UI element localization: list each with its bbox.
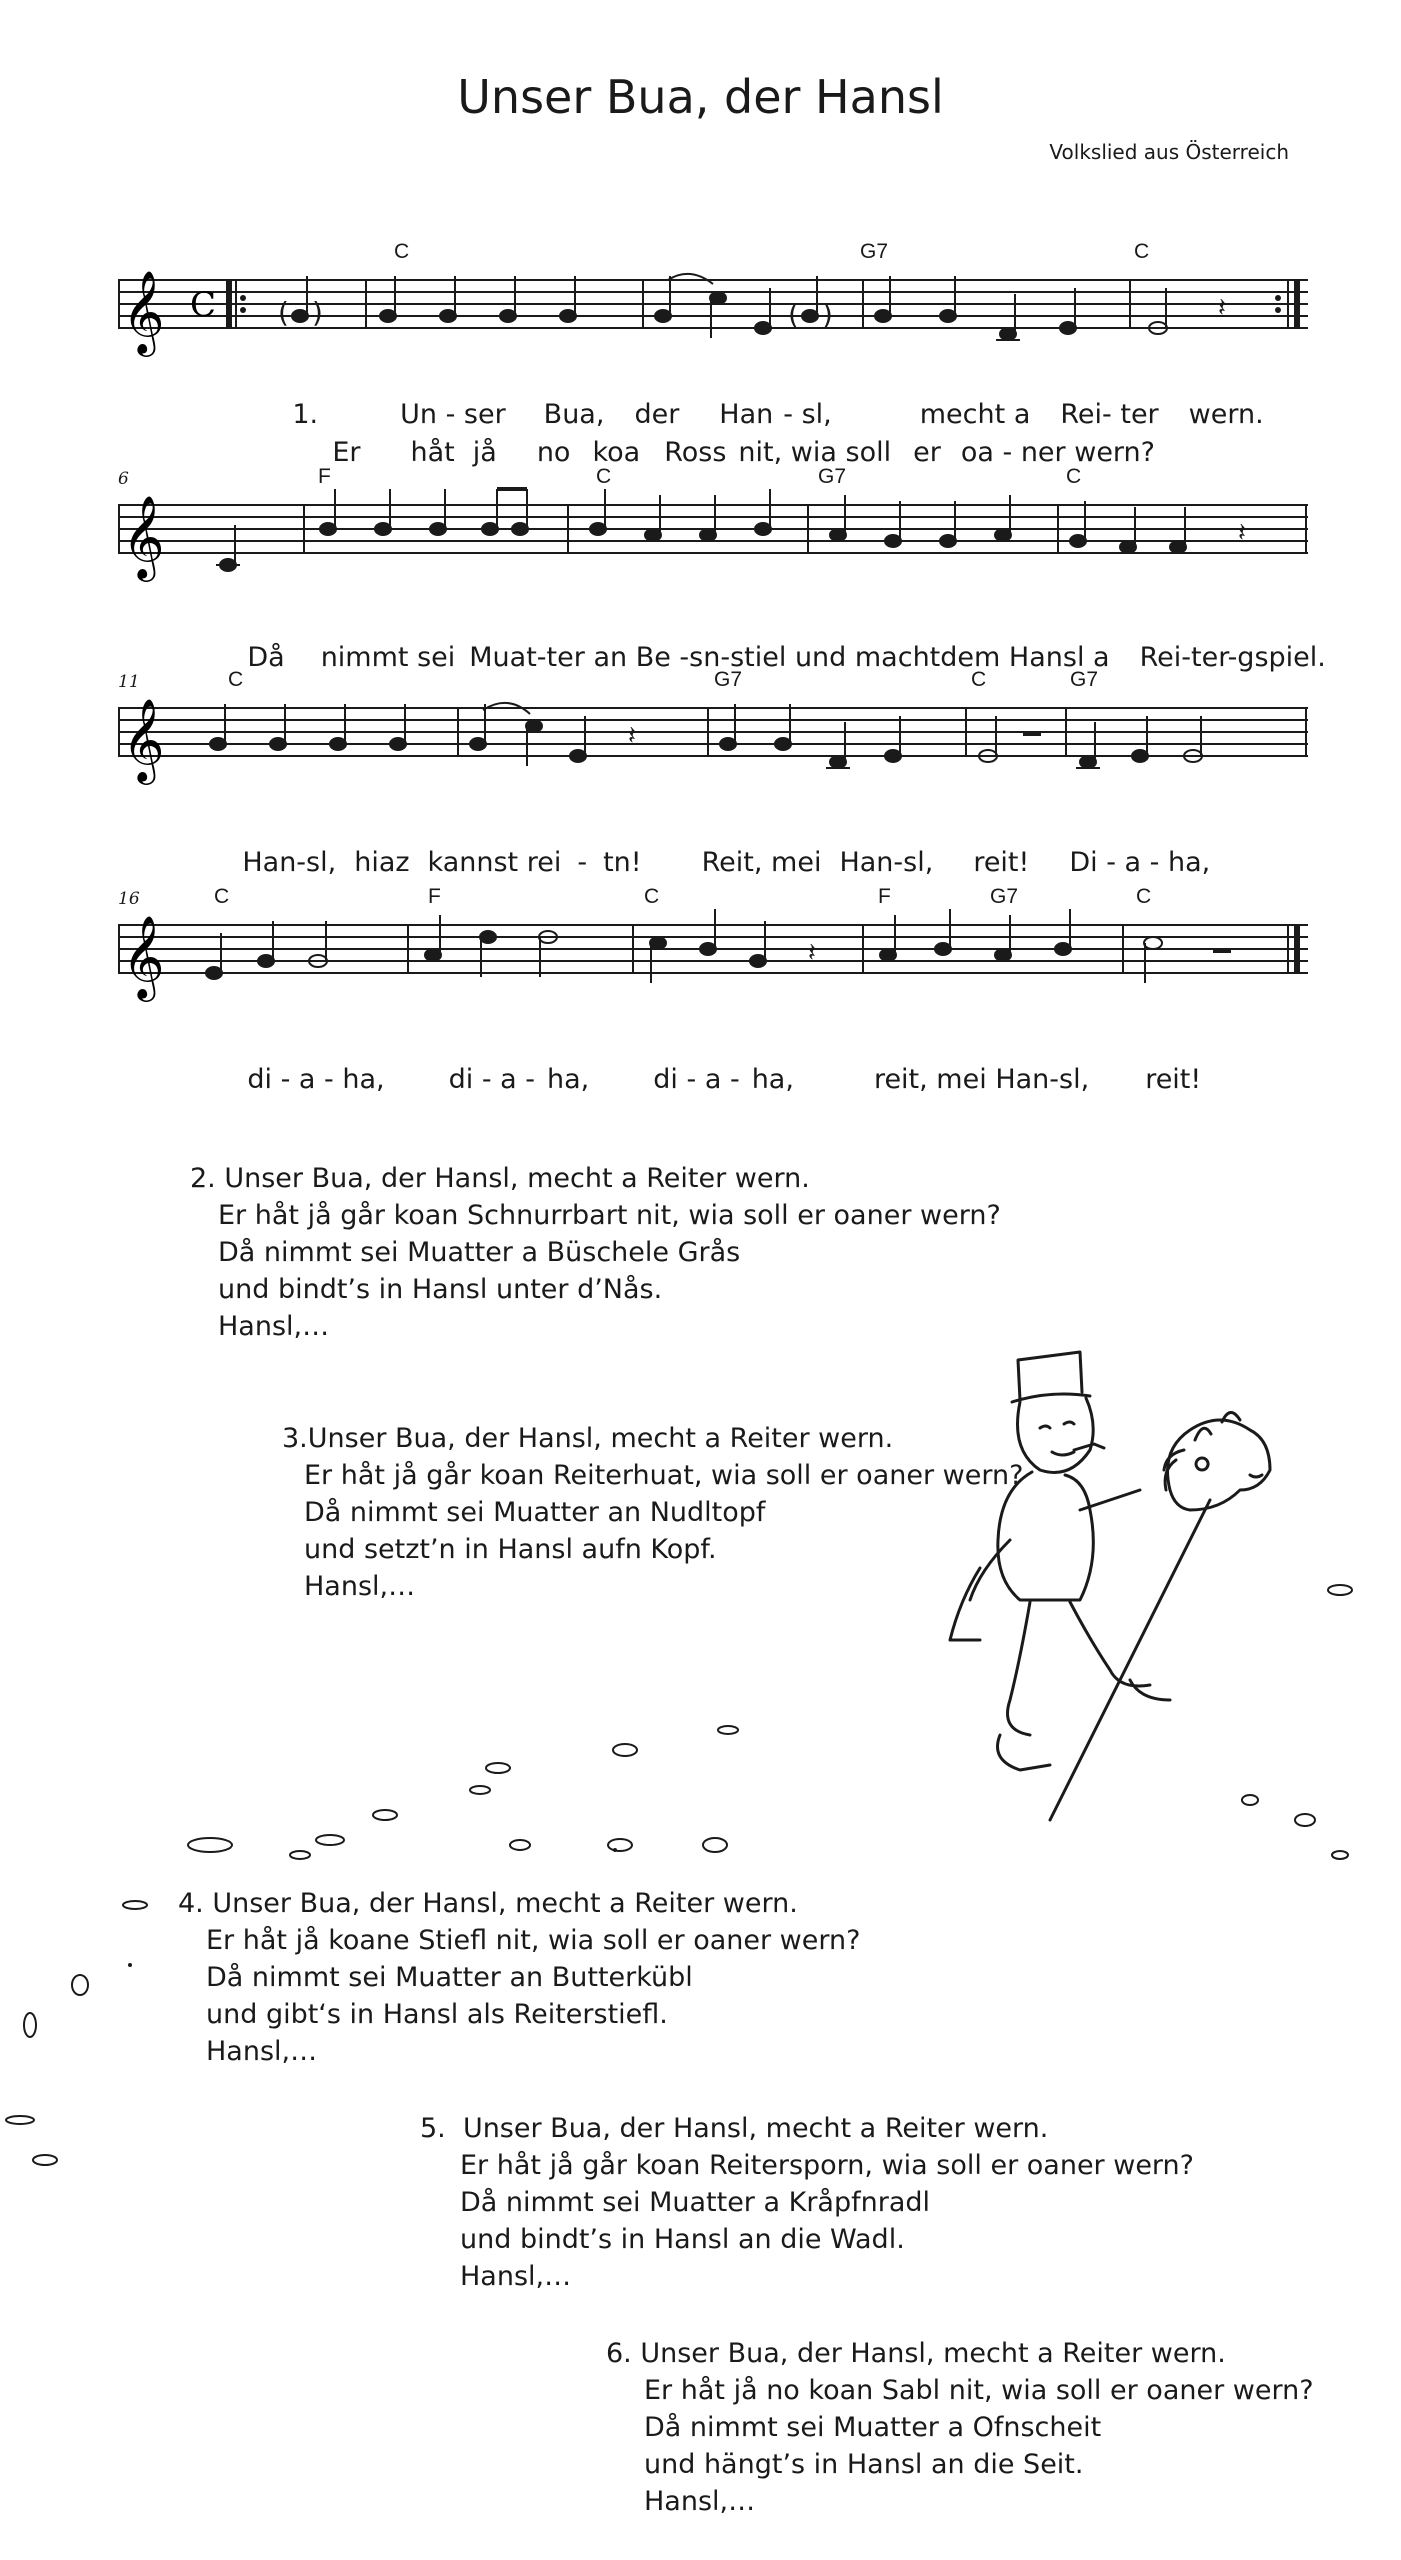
chord-label: G7: [860, 240, 889, 263]
svg-text:𝄽: 𝄽: [628, 721, 636, 751]
verse-line: Då nimmt sei Muatter an Nudltopf: [304, 1497, 766, 1528]
verse-line: Unser Bua, der Hansl, mecht a Reiter wern.: [212, 1888, 798, 1919]
chord-label: C: [394, 240, 410, 263]
music-system-2: [118, 465, 1326, 673]
chord-label: C: [214, 885, 230, 908]
verse-line: Er håt jå går koan Schnurrbart nit, wia soll er oaner wern?: [218, 1200, 1001, 1231]
verse-line: Då nimmt sei Muatter a Ofnscheit: [644, 2412, 1102, 2443]
chord-label: C: [228, 668, 244, 691]
music-staff: [118, 885, 1308, 1015]
verse-line: Er håt jå koane Stiefl nit, wia soll er oaner wern?: [206, 1925, 861, 1956]
verse-number: 3.: [282, 1423, 308, 1454]
song-title: Unser Bua, der Hansl: [457, 70, 944, 124]
treble-clef-icon: 𝄞: [122, 697, 165, 781]
verse-number: 4.: [178, 1888, 204, 1919]
chord-label: G7: [1070, 668, 1099, 691]
lyric-line: 1. Un - ser Bua, der Han - sl, mecht a Rei- ter wern.: [292, 399, 1264, 430]
verse-line: Er håt jå går koan Reiterhuat, wia soll er oaner wern?: [304, 1460, 1024, 1491]
svg-text:𝄽: 𝄽: [1238, 518, 1246, 548]
music-staff: [118, 668, 1308, 798]
chord-label: C: [971, 668, 987, 691]
chord-label: C: [1134, 240, 1150, 263]
verse-line: Då nimmt sei Muatter an Butterkübl: [206, 1962, 693, 1993]
chord-label: G7: [818, 465, 847, 488]
verse-number: 5.: [420, 2113, 446, 2144]
chord-label: F: [318, 465, 331, 488]
verse-line: und bindt’s in Hansl an die Wadl.: [460, 2224, 905, 2255]
verse-line: Då nimmt sei Muatter a Kråpfnradl: [460, 2187, 931, 2218]
hobby-horse-rider-illustration: [940, 1340, 1360, 1860]
verse-line: Hansl,…: [206, 2036, 318, 2067]
verse-number: 2.: [190, 1163, 216, 1194]
chord-label: C: [644, 885, 660, 908]
svg-text:): ): [822, 298, 833, 331]
dust-marks-decoration: [0, 1720, 760, 2220]
verse-3: [282, 1420, 1023, 1605]
lyric-line: Han-sl, hiaz kannst rei - tn! Reit, mei Han-sl, reit! Di - a - ha,: [242, 847, 1211, 878]
chord-label: C: [1066, 465, 1082, 488]
verse-line: Unser Bua, der Hansl, mecht a Reiter wern.: [640, 2338, 1226, 2369]
verse-number: 6.: [606, 2338, 632, 2369]
verse-line: Hansl,…: [460, 2261, 572, 2292]
music-system-1: [118, 240, 1308, 468]
song-origin: Volkslied aus Österreich: [1049, 140, 1289, 164]
verse-2: [190, 1160, 1001, 1345]
measure-number: 16: [118, 889, 140, 909]
verse-line: Då nimmt sei Muatter a Büschele Grås: [218, 1237, 741, 1268]
verse-line: und gibt‘s in Hansl als Reiterstiefl.: [206, 1999, 668, 2030]
svg-text:): ): [312, 296, 323, 329]
verse-line: und bindt’s in Hansl unter d’Nås.: [218, 1274, 663, 1305]
verse-line: Hansl,…: [304, 1571, 416, 1602]
chord-label: G7: [714, 668, 743, 691]
verse-line: Unser Bua, der Hansl, mecht a Reiter wern.: [224, 1163, 810, 1194]
chord-label: F: [878, 885, 891, 908]
chord-label: G7: [990, 885, 1019, 908]
chord-label: C: [1136, 885, 1152, 908]
verse-line: Hansl,…: [644, 2486, 756, 2517]
svg-text:𝄽: 𝄽: [1218, 293, 1226, 323]
verse-6: [606, 2335, 1314, 2520]
music-system-3: [118, 668, 1308, 878]
music-staff: [118, 465, 1308, 595]
common-time-icon: C: [190, 285, 217, 325]
chord-label: F: [428, 885, 441, 908]
verse-line: und setzt’n in Hansl aufn Kopf.: [304, 1534, 717, 1565]
chord-label: C: [596, 465, 612, 488]
verse-line: Er håt jå no koan Sabl nit, wia soll er oaner wern?: [644, 2375, 1314, 2406]
treble-clef-icon: 𝄞: [122, 494, 165, 578]
svg-text:(: (: [278, 296, 289, 329]
verse-line: Hansl,…: [218, 1311, 330, 1342]
lyric-line: di - a - ha, di - a - ha, di - a - ha, reit, mei Han-sl, reit!: [247, 1064, 1202, 1095]
verse-line: Unser Bua, der Hansl, mecht a Reiter wern.: [462, 2113, 1049, 2144]
music-system-4: [118, 885, 1308, 1095]
treble-clef-icon: 𝄞: [122, 914, 165, 998]
lyric-line: Då nimmt sei Muat-ter an Be -sn-stiel und machtdem Hansl a Rei-ter-gspiel.: [247, 642, 1326, 673]
verse-line: und hängt’s in Hansl an die Seit.: [644, 2449, 1084, 2480]
measure-number: 6: [118, 469, 129, 489]
treble-clef-icon: 𝄞: [122, 269, 165, 353]
measure-number: 11: [118, 672, 140, 692]
lyric-line: Er håt jå no koa Ross nit, wia soll er oa - ner wern?: [332, 437, 1155, 468]
svg-text:(: (: [788, 298, 799, 331]
svg-text:𝄽: 𝄽: [808, 938, 816, 968]
verse-line: Unser Bua, der Hansl, mecht a Reiter wern.: [307, 1423, 894, 1454]
verse-line: Er håt jå går koan Reitersporn, wia soll er oaner wern?: [460, 2150, 1194, 2181]
